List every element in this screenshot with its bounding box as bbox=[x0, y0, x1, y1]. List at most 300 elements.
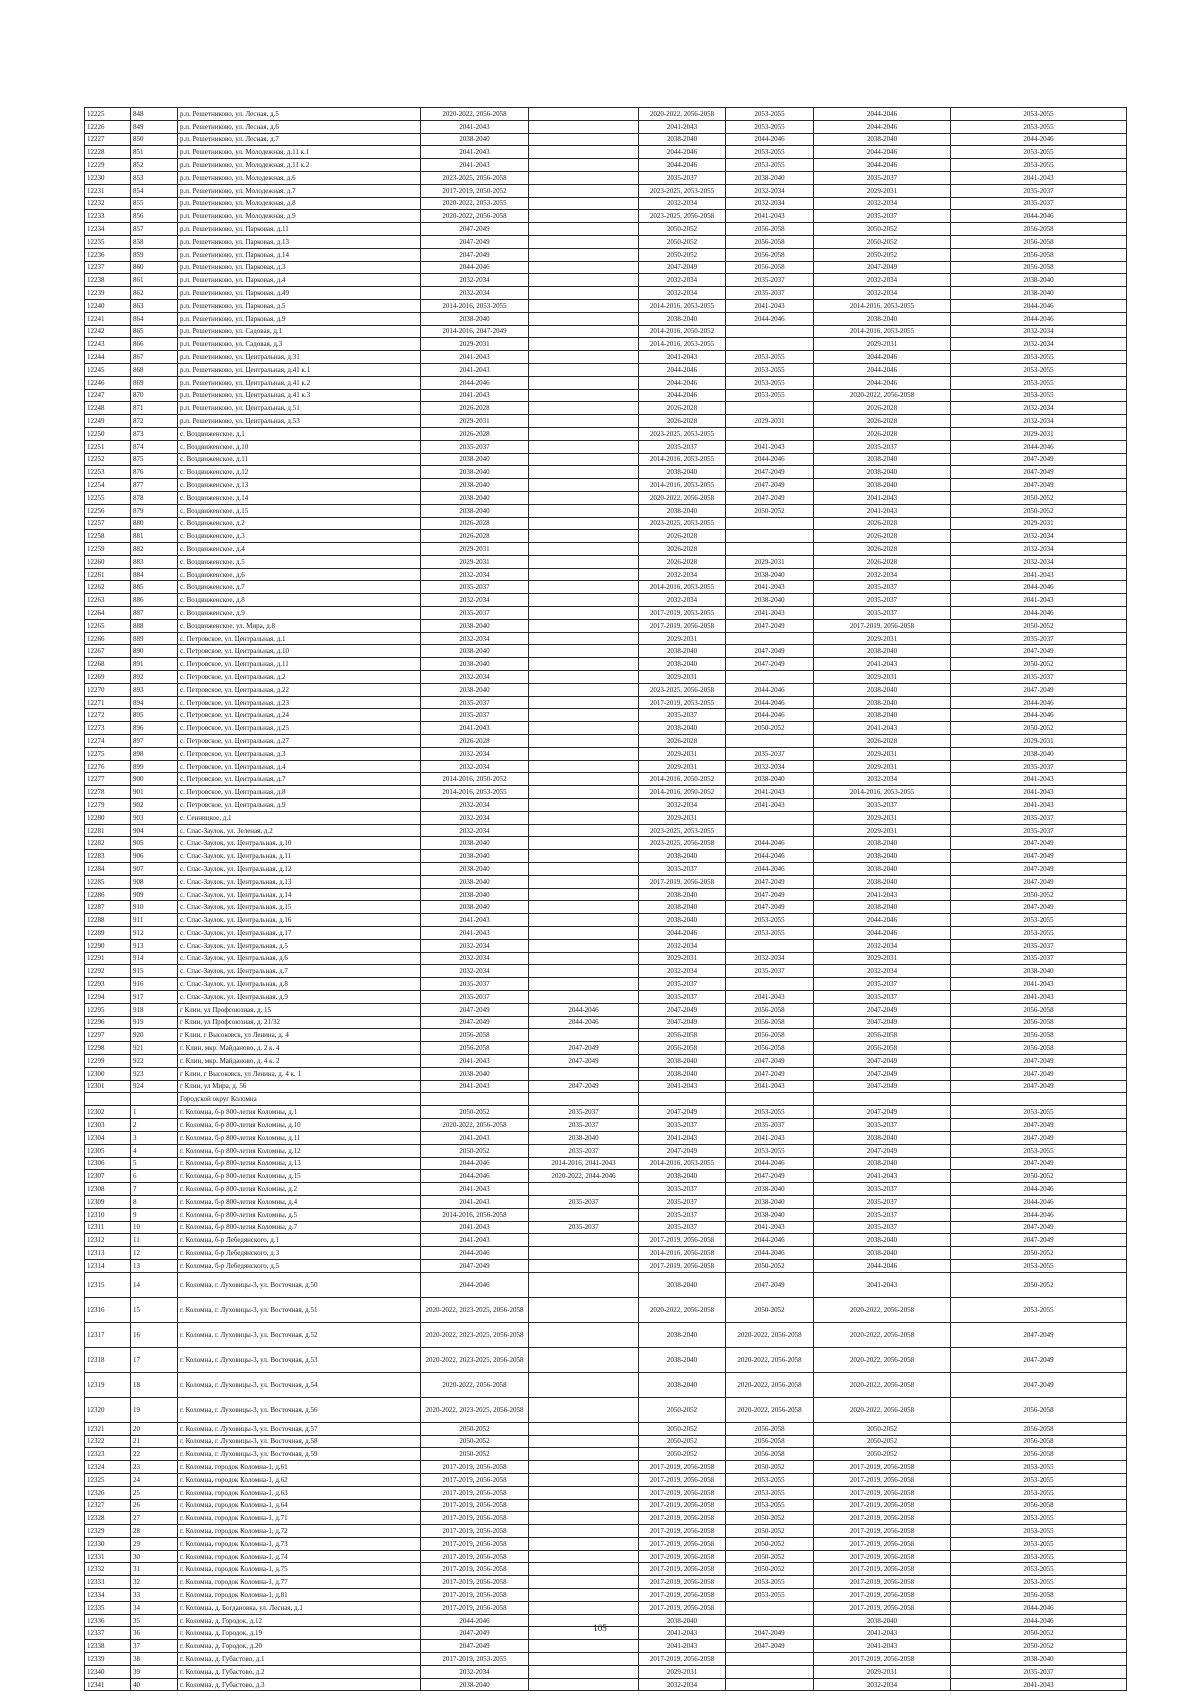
cell-period-6: 2032-2034 bbox=[951, 325, 1127, 338]
cell-record-id: 12276 bbox=[85, 760, 131, 773]
cell-period-2 bbox=[529, 325, 639, 338]
cell-local-num: 33 bbox=[131, 1589, 178, 1602]
cell-period-5: 2044-2046 bbox=[814, 351, 951, 364]
table-row bbox=[85, 863, 1127, 876]
cell-period-5: 2041-2043 bbox=[814, 1272, 951, 1297]
cell-period-6: 2053-2055 bbox=[951, 1259, 1127, 1272]
cell-local-num: 20 bbox=[131, 1422, 178, 1435]
cell-period-2 bbox=[529, 338, 639, 351]
cell-period-6: 2053-2055 bbox=[951, 1486, 1127, 1499]
cell-address: г. Коломна, г. Луховицы-3, ул. Восточная, д.57 bbox=[178, 1422, 421, 1435]
table-row bbox=[85, 159, 1127, 172]
cell-period-6: 2047-2049 bbox=[951, 1322, 1127, 1347]
cell-period-5: 2035-2037 bbox=[814, 1119, 951, 1132]
cell-period-3: 2050-2052 bbox=[639, 1435, 726, 1448]
cell-period-6: 2053-2055 bbox=[951, 1297, 1127, 1322]
table-row bbox=[85, 274, 1127, 287]
cell-period-4 bbox=[726, 338, 814, 351]
cell-period-1: 2041-2043 bbox=[421, 914, 529, 927]
cell-period-1: 2050-2052 bbox=[421, 1422, 529, 1435]
cell-period-4: 2044-2046 bbox=[726, 837, 814, 850]
cell-record-id: 12296 bbox=[85, 1016, 131, 1029]
table-row bbox=[85, 990, 1127, 1003]
cell-local-num: 895 bbox=[131, 709, 178, 722]
cell-period-2 bbox=[529, 1665, 639, 1678]
cell-period-1: 2017-2019, 2053-2055 bbox=[421, 1653, 529, 1666]
cell-period-3: 2029-2031 bbox=[639, 747, 726, 760]
cell-period-5: 2017-2019, 2056-2058 bbox=[814, 1461, 951, 1474]
cell-local-num: 893 bbox=[131, 683, 178, 696]
cell-record-id: 12312 bbox=[85, 1234, 131, 1247]
cell-period-1: 2017-2019, 2056-2058 bbox=[421, 1537, 529, 1550]
cell-local-num: 918 bbox=[131, 1003, 178, 1016]
cell-period-1: 2014-2016, 2056-2058 bbox=[421, 1208, 529, 1221]
cell-period-1: 2041-2043 bbox=[421, 363, 529, 376]
cell-record-id: 12331 bbox=[85, 1550, 131, 1563]
table-row bbox=[85, 811, 1127, 824]
cell-period-2: 2035-2037 bbox=[529, 1144, 639, 1157]
cell-period-2 bbox=[529, 466, 639, 479]
cell-address: р.п. Решетниково, ул. Центральная, д.31 bbox=[178, 351, 421, 364]
cell-local-num: 880 bbox=[131, 517, 178, 530]
cell-period-3: 2014-2016, 2053-2055 bbox=[639, 299, 726, 312]
cell-period-2 bbox=[529, 248, 639, 261]
cell-period-6: 2044-2046 bbox=[951, 312, 1127, 325]
cell-period-5: 2056-2058 bbox=[814, 1029, 951, 1042]
table-row bbox=[85, 1473, 1127, 1486]
cell-period-4: 2041-2043 bbox=[726, 1131, 814, 1144]
table-row bbox=[85, 1259, 1127, 1272]
cell-period-4: 2050-2052 bbox=[726, 722, 814, 735]
cell-record-id: 12302 bbox=[85, 1106, 131, 1119]
table-row bbox=[85, 1195, 1127, 1208]
cell-period-6: 2050-2052 bbox=[951, 1272, 1127, 1297]
cell-period-5: 2047-2049 bbox=[814, 1080, 951, 1093]
cell-period-6: 2035-2037 bbox=[951, 671, 1127, 684]
table-row bbox=[85, 607, 1127, 620]
cell-record-id: 12261 bbox=[85, 568, 131, 581]
cell-empty bbox=[529, 1093, 639, 1106]
cell-period-1: 2017-2019, 2056-2058 bbox=[421, 1563, 529, 1576]
cell-address: р.п. Решетниково, ул. Молодежная, д.9 bbox=[178, 210, 421, 223]
table-row bbox=[85, 555, 1127, 568]
cell-period-4: 2038-2040 bbox=[726, 1183, 814, 1196]
table-row bbox=[85, 1486, 1127, 1499]
cell-period-1: 2029-2031 bbox=[421, 543, 529, 556]
cell-period-4: 2047-2049 bbox=[726, 1640, 814, 1653]
cell-address: р.п. Решетниково, ул. Молодежная, д.11 к.2 bbox=[178, 159, 421, 172]
cell-period-2 bbox=[529, 581, 639, 594]
cell-period-5: 2026-2028 bbox=[814, 555, 951, 568]
cell-record-id: 12254 bbox=[85, 479, 131, 492]
cell-period-4: 2035-2037 bbox=[726, 287, 814, 300]
cell-period-6: 2044-2046 bbox=[951, 709, 1127, 722]
cell-period-4: 2050-2052 bbox=[726, 1563, 814, 1576]
cell-period-6: 2041-2043 bbox=[951, 1678, 1127, 1691]
cell-period-4 bbox=[726, 939, 814, 952]
cell-period-1: 2017-2019, 2056-2058 bbox=[421, 1499, 529, 1512]
table-row bbox=[85, 1106, 1127, 1119]
cell-address: с. Спас-Заулок, ул. Центральная, д.9 bbox=[178, 990, 421, 1003]
cell-period-2 bbox=[529, 402, 639, 415]
cell-record-id: 12294 bbox=[85, 990, 131, 1003]
cell-local-num: 26 bbox=[131, 1499, 178, 1512]
cell-period-4: 2050-2052 bbox=[726, 1259, 814, 1272]
cell-period-4: 2050-2052 bbox=[726, 1512, 814, 1525]
cell-period-5: 2017-2019, 2056-2058 bbox=[814, 1601, 951, 1614]
cell-address: с. Воздвиженское, д.7 bbox=[178, 581, 421, 594]
cell-period-3: 2014-2016, 2053-2055 bbox=[639, 1157, 726, 1170]
cell-period-1: 2041-2043 bbox=[421, 722, 529, 735]
table-row bbox=[85, 517, 1127, 530]
cell-address: с. Спас-Заулок, ул. Центральная, д.10 bbox=[178, 837, 421, 850]
cell-address: г. Коломна, б-р Лебедянского, д.5 bbox=[178, 1259, 421, 1272]
cell-record-id: 12324 bbox=[85, 1461, 131, 1474]
cell-period-3: 2038-2040 bbox=[639, 1322, 726, 1347]
cell-address: с. Воздвиженское, д.10 bbox=[178, 440, 421, 453]
table-row bbox=[85, 1054, 1127, 1067]
table-row bbox=[85, 197, 1127, 210]
cell-period-4 bbox=[726, 1665, 814, 1678]
cell-local-num: 870 bbox=[131, 389, 178, 402]
cell-period-5: 2035-2037 bbox=[814, 978, 951, 991]
cell-period-4: 2047-2049 bbox=[726, 645, 814, 658]
table-row bbox=[85, 1678, 1127, 1691]
cell-period-6: 2056-2058 bbox=[951, 1499, 1127, 1512]
table-row bbox=[85, 1119, 1127, 1132]
cell-period-2 bbox=[529, 197, 639, 210]
cell-local-num: 881 bbox=[131, 530, 178, 543]
cell-local-num: 874 bbox=[131, 440, 178, 453]
table-row bbox=[85, 837, 1127, 850]
cell-local-num: 39 bbox=[131, 1665, 178, 1678]
cell-period-1: 2017-2019, 2056-2058 bbox=[421, 1512, 529, 1525]
cell-period-4: 2050-2052 bbox=[726, 1550, 814, 1563]
cell-period-4 bbox=[726, 530, 814, 543]
cell-period-6: 2032-2034 bbox=[951, 415, 1127, 428]
cell-period-6: 2044-2046 bbox=[951, 1208, 1127, 1221]
cell-address: г. Коломна, г. Луховицы-3, ул. Восточная, д.50 bbox=[178, 1272, 421, 1297]
cell-period-6: 2047-2049 bbox=[951, 466, 1127, 479]
cell-period-2 bbox=[529, 210, 639, 223]
cell-period-4: 2041-2043 bbox=[726, 440, 814, 453]
cell-period-5: 2044-2046 bbox=[814, 120, 951, 133]
cell-period-5: 2038-2040 bbox=[814, 466, 951, 479]
cell-period-2 bbox=[529, 1029, 639, 1042]
cell-address: с. Спас-Заулок, ул. Центральная, д.15 bbox=[178, 901, 421, 914]
cell-period-5: 2020-2022, 2056-2058 bbox=[814, 1397, 951, 1422]
cell-period-4: 2041-2043 bbox=[726, 210, 814, 223]
cell-period-1: 2044-2046 bbox=[421, 376, 529, 389]
cell-period-2 bbox=[529, 1272, 639, 1297]
cell-period-4: 2041-2043 bbox=[726, 799, 814, 812]
cell-period-1: 2020-2022, 2023-2025, 2056-2058 bbox=[421, 1322, 529, 1347]
cell-period-4: 2044-2046 bbox=[726, 1157, 814, 1170]
cell-period-6: 2050-2052 bbox=[951, 722, 1127, 735]
cell-record-id: 12307 bbox=[85, 1170, 131, 1183]
cell-period-6: 2050-2052 bbox=[951, 504, 1127, 517]
cell-period-5: 2032-2034 bbox=[814, 287, 951, 300]
cell-period-3: 2035-2037 bbox=[639, 709, 726, 722]
cell-period-5: 2017-2019, 2056-2058 bbox=[814, 1486, 951, 1499]
cell-address: с. Петровское, ул. Центральная, д.4 bbox=[178, 760, 421, 773]
cell-local-num: 21 bbox=[131, 1435, 178, 1448]
cell-address: г. Коломна, б-р 800-летия Коломны, д.13 bbox=[178, 1157, 421, 1170]
cell-empty bbox=[421, 1093, 529, 1106]
cell-record-id: 12317 bbox=[85, 1322, 131, 1347]
cell-period-2 bbox=[529, 799, 639, 812]
cell-period-5: 2038-2040 bbox=[814, 1234, 951, 1247]
cell-period-3: 2014-2016, 2053-2055 bbox=[639, 479, 726, 492]
table-row bbox=[85, 683, 1127, 696]
cell-period-3: 2026-2028 bbox=[639, 530, 726, 543]
cell-period-1: 2047-2049 bbox=[421, 1627, 529, 1640]
cell-period-5: 2038-2040 bbox=[814, 837, 951, 850]
cell-period-3: 2029-2031 bbox=[639, 760, 726, 773]
cell-period-4: 2053-2055 bbox=[726, 108, 814, 121]
cell-local-num: 916 bbox=[131, 978, 178, 991]
cell-period-2 bbox=[529, 146, 639, 159]
cell-period-1: 2032-2034 bbox=[421, 632, 529, 645]
cell-period-6: 2053-2055 bbox=[951, 1525, 1127, 1538]
cell-period-3: 2029-2031 bbox=[639, 1665, 726, 1678]
cell-address: с. Воздвиженское, д.3 bbox=[178, 530, 421, 543]
cell-period-5: 2026-2028 bbox=[814, 543, 951, 556]
cell-local-num: 867 bbox=[131, 351, 178, 364]
cell-address: г. Коломна, б-р Лебедянского, д.3 bbox=[178, 1247, 421, 1260]
cell-local-num: 869 bbox=[131, 376, 178, 389]
cell-period-2 bbox=[529, 1550, 639, 1563]
cell-period-2 bbox=[529, 1512, 639, 1525]
cell-period-3: 2035-2037 bbox=[639, 863, 726, 876]
cell-address: р.п. Решетниково, ул. Центральная, д.41 к.1 bbox=[178, 363, 421, 376]
cell-address: с. Воздвиженское, д.1 bbox=[178, 427, 421, 440]
cell-period-3: 2020-2022, 2056-2058 bbox=[639, 108, 726, 121]
cell-period-2 bbox=[529, 261, 639, 274]
cell-period-1: 2032-2034 bbox=[421, 747, 529, 760]
table-row bbox=[85, 1042, 1127, 1055]
cell-address: г. Коломна, г. Луховицы-3, ул. Восточная, д.56 bbox=[178, 1397, 421, 1422]
cell-period-1: 2038-2040 bbox=[421, 491, 529, 504]
cell-address: г. Клин, мкр. Майданово, д. 2 к. 4 bbox=[178, 1042, 421, 1055]
cell-address: г. Клин, мкр. Майданово, д. 4 к. 2 bbox=[178, 1054, 421, 1067]
cell-period-4: 2041-2043 bbox=[726, 1080, 814, 1093]
cell-period-5: 2038-2040 bbox=[814, 1131, 951, 1144]
cell-period-6: 2053-2055 bbox=[951, 927, 1127, 940]
cell-period-2 bbox=[529, 939, 639, 952]
cell-address: р.п. Решетниково, ул. Лесная, д.5 bbox=[178, 108, 421, 121]
cell-period-2 bbox=[529, 1537, 639, 1550]
cell-local-num: 865 bbox=[131, 325, 178, 338]
cell-period-1: 2038-2040 bbox=[421, 1067, 529, 1080]
cell-period-3: 2038-2040 bbox=[639, 850, 726, 863]
cell-period-6: 2029-2031 bbox=[951, 735, 1127, 748]
cell-period-5: 2029-2031 bbox=[814, 338, 951, 351]
cell-address: г. Коломна, д. Городок, д.12 bbox=[178, 1614, 421, 1627]
cell-local-num: 922 bbox=[131, 1054, 178, 1067]
cell-period-4 bbox=[726, 735, 814, 748]
cell-period-4: 2056-2058 bbox=[726, 235, 814, 248]
cell-record-id: 12246 bbox=[85, 376, 131, 389]
cell-period-2 bbox=[529, 990, 639, 1003]
cell-period-3: 2014-2016, 2050-2052 bbox=[639, 786, 726, 799]
table-row bbox=[85, 1157, 1127, 1170]
cell-record-id: 12267 bbox=[85, 645, 131, 658]
cell-period-1: 2050-2052 bbox=[421, 1144, 529, 1157]
cell-period-4: 2047-2049 bbox=[726, 619, 814, 632]
cell-period-2 bbox=[529, 619, 639, 632]
cell-address: г. Коломна, г. Луховицы-3, ул. Восточная, д.59 bbox=[178, 1448, 421, 1461]
cell-address: р.п. Решетниково, ул. Садовая, д.1 bbox=[178, 325, 421, 338]
cell-period-1: 2029-2031 bbox=[421, 555, 529, 568]
cell-address: р.п. Решетниково, ул. Молодежная, д.7 bbox=[178, 184, 421, 197]
cell-period-3: 2032-2034 bbox=[639, 799, 726, 812]
cell-period-2 bbox=[529, 517, 639, 530]
cell-period-6: 2032-2034 bbox=[951, 543, 1127, 556]
cell-period-5: 2050-2052 bbox=[814, 1448, 951, 1461]
cell-period-3: 2035-2037 bbox=[639, 1119, 726, 1132]
table-row bbox=[85, 1397, 1127, 1422]
table-row bbox=[85, 888, 1127, 901]
cell-period-5: 2035-2037 bbox=[814, 607, 951, 620]
cell-period-3: 2038-2040 bbox=[639, 466, 726, 479]
cell-period-1: 2026-2028 bbox=[421, 530, 529, 543]
cell-local-num: 34 bbox=[131, 1601, 178, 1614]
cell-period-3: 2017-2019, 2056-2058 bbox=[639, 619, 726, 632]
cell-period-5: 2044-2046 bbox=[814, 363, 951, 376]
cell-period-5: 2050-2052 bbox=[814, 1422, 951, 1435]
cell-period-1: 2032-2034 bbox=[421, 1665, 529, 1678]
cell-period-4: 2053-2055 bbox=[726, 1144, 814, 1157]
cell-address: г. Коломна, городок Коломна-1, д.77 bbox=[178, 1576, 421, 1589]
cell-record-id: 12241 bbox=[85, 312, 131, 325]
cell-address: с. Спас-Заулок, ул. Центральная, д.5 bbox=[178, 939, 421, 952]
cell-period-3: 2017-2019, 2056-2058 bbox=[639, 1537, 726, 1550]
cell-record-id: 12239 bbox=[85, 287, 131, 300]
cell-local-num: 908 bbox=[131, 875, 178, 888]
cell-address: с. Петровское, ул. Центральная, д.22 bbox=[178, 683, 421, 696]
cell-period-6: 2035-2037 bbox=[951, 1665, 1127, 1678]
cell-period-5: 2047-2049 bbox=[814, 1106, 951, 1119]
cell-period-5: 2032-2034 bbox=[814, 197, 951, 210]
cell-period-3: 2014-2016, 2050-2052 bbox=[639, 773, 726, 786]
table-row bbox=[85, 1208, 1127, 1221]
cell-local-num: 854 bbox=[131, 184, 178, 197]
table-row bbox=[85, 824, 1127, 837]
cell-period-4: 2053-2055 bbox=[726, 1499, 814, 1512]
cell-address: г. Коломна, б-р 800-летия Коломны, д.2 bbox=[178, 1183, 421, 1196]
cell-period-1: 2038-2040 bbox=[421, 658, 529, 671]
table-row bbox=[85, 1067, 1127, 1080]
cell-address: р.п. Решетниково, ул. Центральная, д.51 bbox=[178, 402, 421, 415]
cell-period-2 bbox=[529, 555, 639, 568]
cell-period-6: 2053-2055 bbox=[951, 108, 1127, 121]
cell-period-5: 2035-2037 bbox=[814, 171, 951, 184]
cell-period-4: 2050-2052 bbox=[726, 1525, 814, 1538]
cell-address: г. Коломна, городок Коломна-1, д.74 bbox=[178, 1550, 421, 1563]
cell-period-4: 2053-2055 bbox=[726, 363, 814, 376]
cell-period-6: 2044-2046 bbox=[951, 607, 1127, 620]
cell-address: г. Коломна, д. Губастово, д.3 bbox=[178, 1678, 421, 1691]
cell-address: с. Воздвиженское, д.8 bbox=[178, 594, 421, 607]
cell-record-id: 12337 bbox=[85, 1627, 131, 1640]
cell-period-4: 2047-2049 bbox=[726, 466, 814, 479]
cell-address: г. Коломна, городок Коломна-1, д.81 bbox=[178, 1589, 421, 1602]
cell-record-id: 12311 bbox=[85, 1221, 131, 1234]
cell-period-1: 2032-2034 bbox=[421, 760, 529, 773]
cell-record-id: 12249 bbox=[85, 415, 131, 428]
cell-period-4 bbox=[726, 978, 814, 991]
cell-period-6: 2044-2046 bbox=[951, 696, 1127, 709]
cell-period-3: 2035-2037 bbox=[639, 1208, 726, 1221]
cell-local-num: 917 bbox=[131, 990, 178, 1003]
cell-period-1: 2041-2043 bbox=[421, 1080, 529, 1093]
cell-period-5: 2044-2046 bbox=[814, 108, 951, 121]
cell-period-1: 2014-2016, 2050-2052 bbox=[421, 773, 529, 786]
cell-period-4: 2050-2052 bbox=[726, 504, 814, 517]
cell-address: р.п. Решетниково, ул. Лесная, д.7 bbox=[178, 133, 421, 146]
cell-period-2 bbox=[529, 722, 639, 735]
cell-record-id: 12253 bbox=[85, 466, 131, 479]
cell-local-num: 855 bbox=[131, 197, 178, 210]
cell-period-5: 2029-2031 bbox=[814, 760, 951, 773]
cell-local-num: 861 bbox=[131, 274, 178, 287]
cell-period-4: 2047-2049 bbox=[726, 888, 814, 901]
cell-period-1: 2032-2034 bbox=[421, 811, 529, 824]
cell-period-1: 2026-2028 bbox=[421, 402, 529, 415]
cell-local-num: 2 bbox=[131, 1119, 178, 1132]
table-row bbox=[85, 1525, 1127, 1538]
cell-period-6: 2053-2055 bbox=[951, 389, 1127, 402]
cell-address: с. Спас-Заулок, ул. Зеленая, д.2 bbox=[178, 824, 421, 837]
cell-period-5: 2029-2031 bbox=[814, 811, 951, 824]
cell-period-4: 2038-2040 bbox=[726, 1208, 814, 1221]
cell-period-4: 2056-2058 bbox=[726, 1016, 814, 1029]
cell-period-1: 2020-2022, 2053-2055 bbox=[421, 197, 529, 210]
cell-period-4 bbox=[726, 427, 814, 440]
table-row bbox=[85, 658, 1127, 671]
cell-period-2 bbox=[529, 120, 639, 133]
cell-period-6: 2056-2058 bbox=[951, 1003, 1127, 1016]
cell-period-1: 2035-2037 bbox=[421, 990, 529, 1003]
cell-period-6: 2035-2037 bbox=[951, 824, 1127, 837]
table-row bbox=[85, 453, 1127, 466]
cell-address: с. Петровское, ул. Центральная, д.7 bbox=[178, 773, 421, 786]
cell-period-4: 2053-2055 bbox=[726, 146, 814, 159]
cell-period-4: 2053-2055 bbox=[726, 159, 814, 172]
cell-address: с. Спас-Заулок, ул. Центральная, д.7 bbox=[178, 965, 421, 978]
cell-local-num: 23 bbox=[131, 1461, 178, 1474]
cell-address: с. Петровское, ул. Центральная, д.24 bbox=[178, 709, 421, 722]
cell-period-5: 2038-2040 bbox=[814, 901, 951, 914]
cell-period-5: 2035-2037 bbox=[814, 440, 951, 453]
cell-period-1: 2044-2046 bbox=[421, 1272, 529, 1297]
cell-local-num: 891 bbox=[131, 658, 178, 671]
cell-address: г. Коломна, городок Коломна-1, д.64 bbox=[178, 1499, 421, 1512]
cell-period-1: 2032-2034 bbox=[421, 568, 529, 581]
cell-address: г Клин, ул Профсоюзная, д. 21/32 bbox=[178, 1016, 421, 1029]
cell-local-num: 30 bbox=[131, 1550, 178, 1563]
cell-period-3: 2050-2052 bbox=[639, 1422, 726, 1435]
cell-period-5: 2029-2031 bbox=[814, 747, 951, 760]
cell-period-3: 2020-2022, 2056-2058 bbox=[639, 1297, 726, 1322]
cell-period-6: 2035-2037 bbox=[951, 632, 1127, 645]
cell-period-2 bbox=[529, 671, 639, 684]
cell-period-2 bbox=[529, 312, 639, 325]
cell-period-6: 2047-2049 bbox=[951, 1054, 1127, 1067]
cell-record-id: 12287 bbox=[85, 901, 131, 914]
cell-period-3: 2038-2040 bbox=[639, 1054, 726, 1067]
